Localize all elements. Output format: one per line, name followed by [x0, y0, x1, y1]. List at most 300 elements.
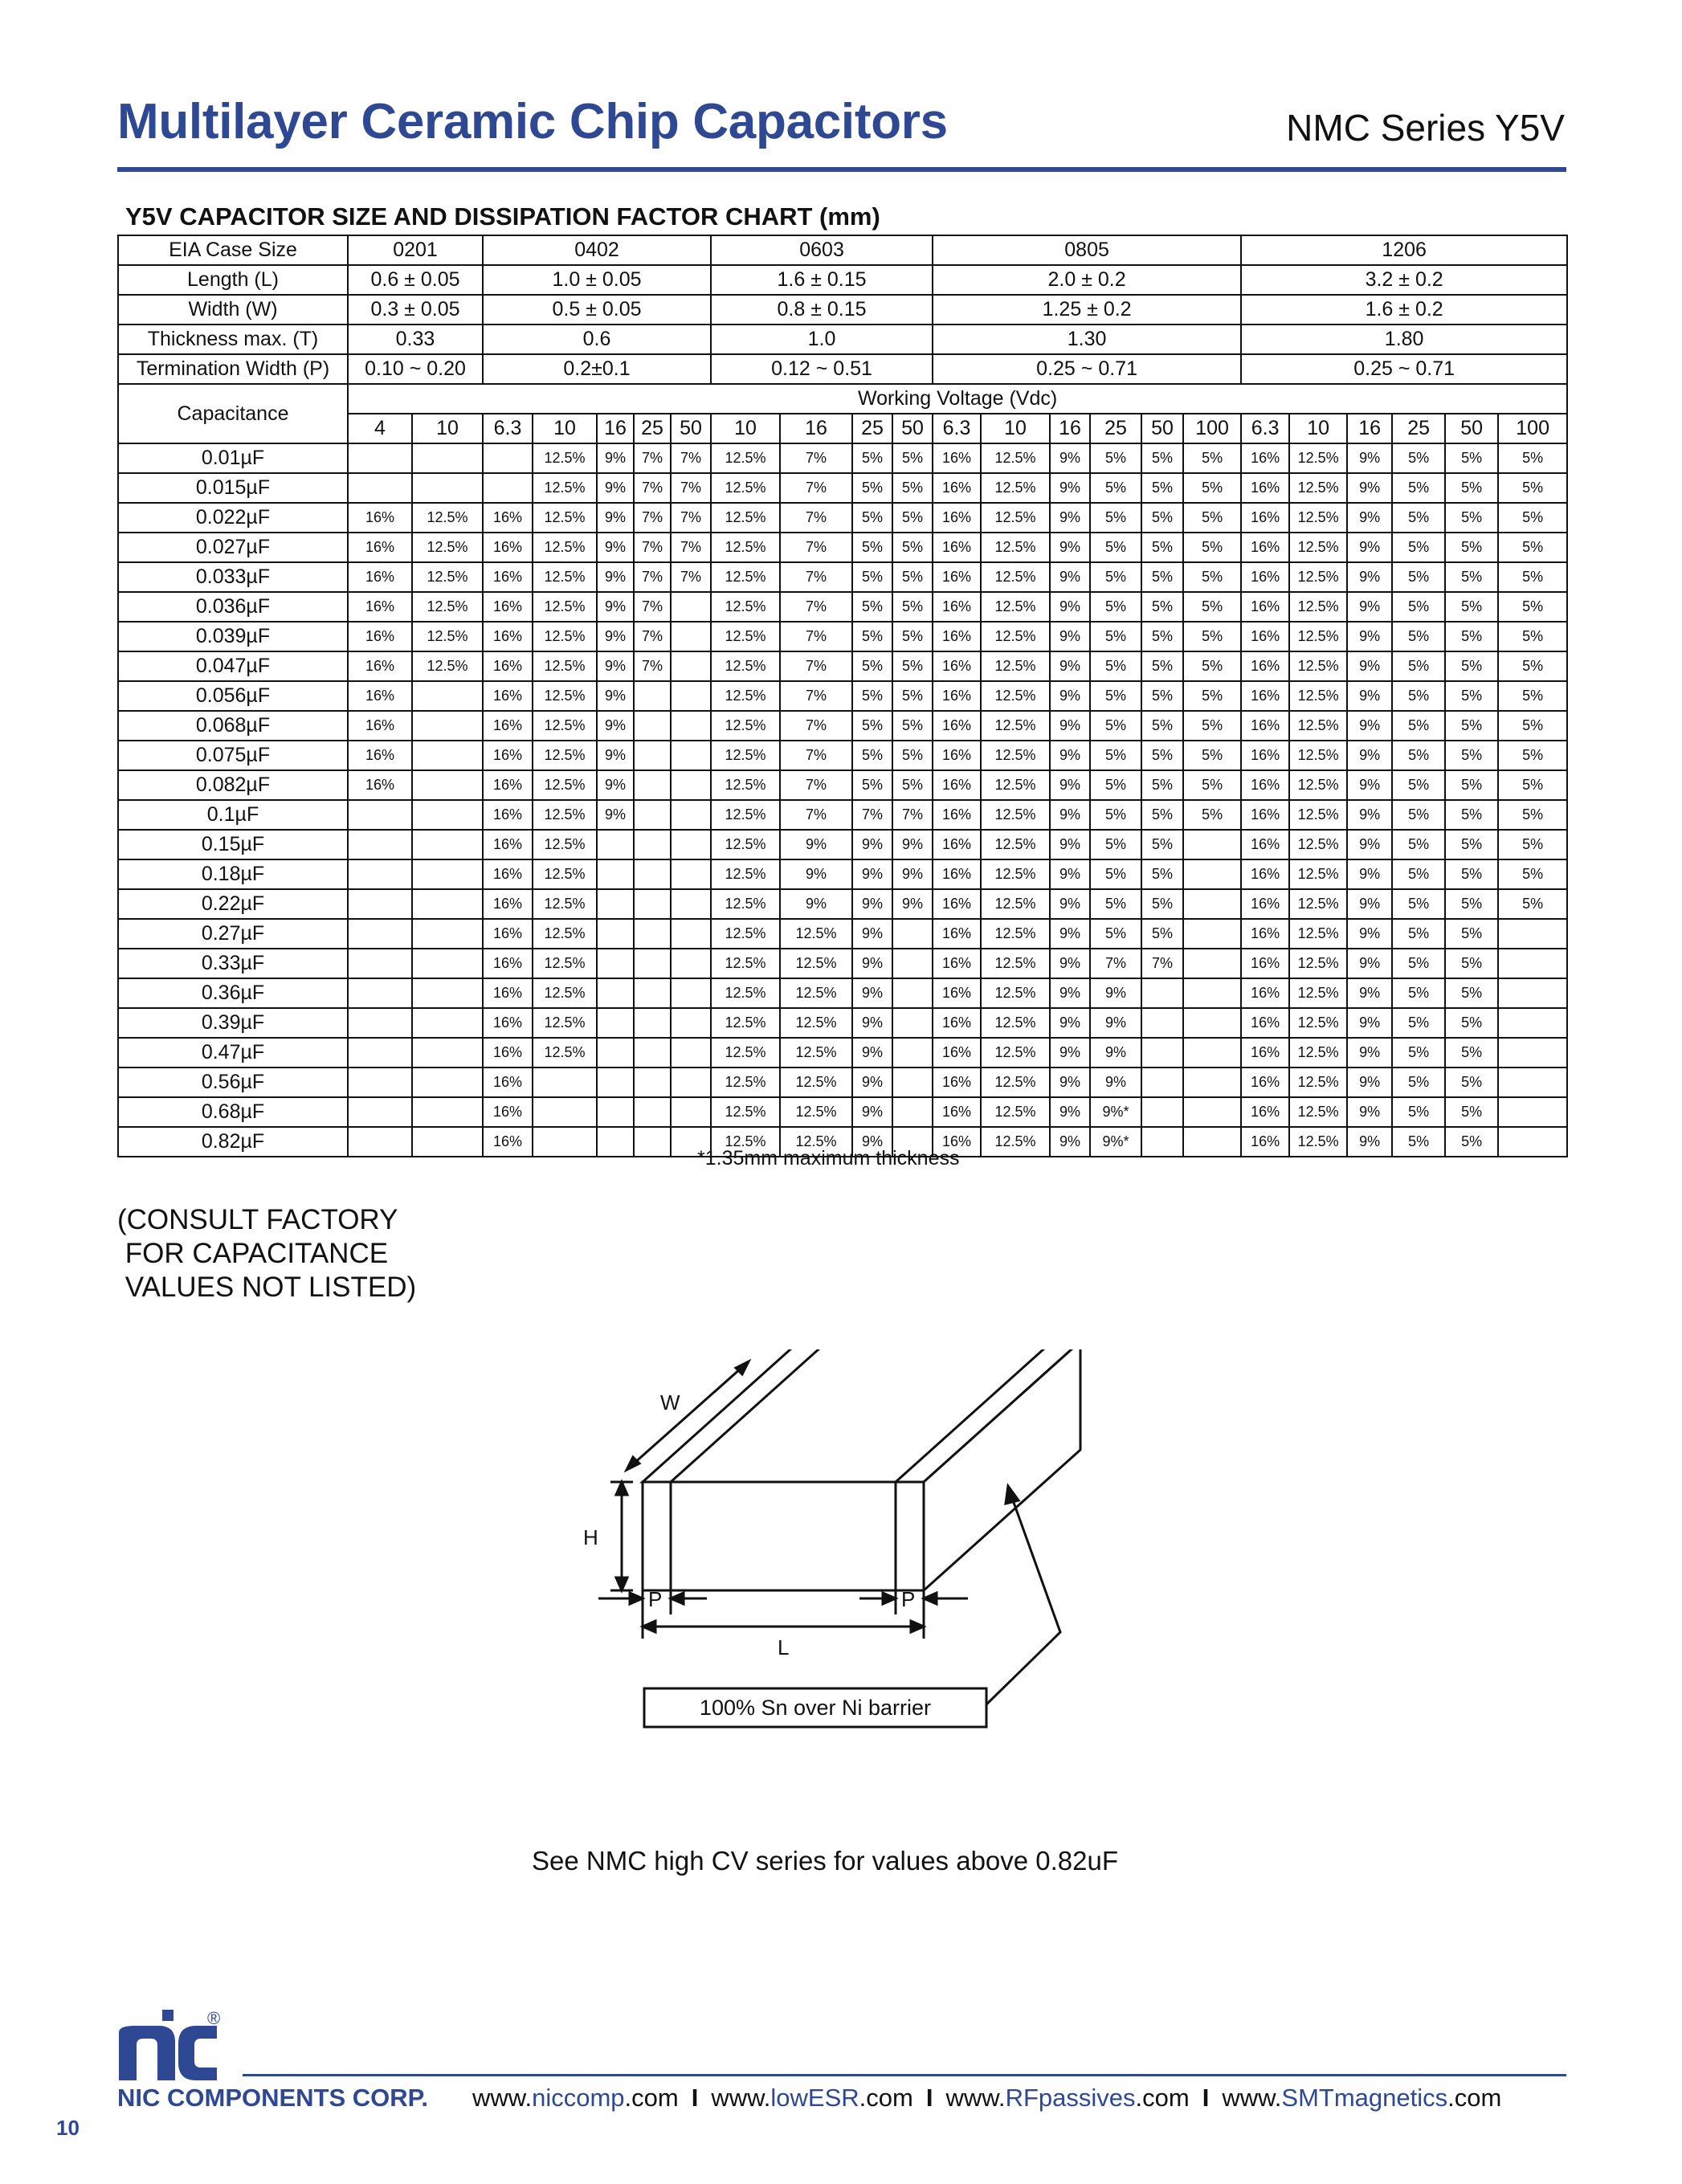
df-cell: 16%: [1241, 859, 1289, 889]
height-label: H: [583, 1525, 598, 1549]
df-cell: 5%: [892, 770, 933, 800]
df-cell: 16%: [1241, 1127, 1289, 1157]
df-cell: [412, 889, 483, 919]
df-cell: 9%*: [1090, 1097, 1141, 1127]
df-cell: 9%: [852, 1008, 892, 1038]
df-cell: 12.5%: [412, 651, 483, 681]
df-cell: 16%: [483, 1068, 533, 1097]
df-cell: 9%: [1347, 1038, 1392, 1068]
df-cell: 16%: [933, 800, 981, 830]
df-cell: 9%: [1050, 830, 1090, 859]
df-cell: 12.5%: [412, 503, 483, 533]
capacitance-value: 0.1µF: [118, 800, 348, 830]
df-cell: 9%: [780, 830, 852, 859]
df-cell: 16%: [933, 592, 981, 622]
df-cell: 16%: [483, 1008, 533, 1038]
table-row: [118, 741, 1567, 770]
df-cell: 12.5%: [533, 503, 597, 533]
df-cell: 16%: [933, 1008, 981, 1038]
df-cell: 16%: [933, 473, 981, 503]
link-domain: RFpassives: [1005, 2084, 1136, 2112]
df-cell: 5%: [1392, 533, 1445, 562]
working-voltage-header: Working Voltage (Vdc): [348, 384, 1567, 414]
df-cell: 16%: [1241, 443, 1289, 473]
df-cell: 5%: [1090, 919, 1141, 949]
df-cell: 5%: [852, 741, 892, 770]
df-cell: 7%: [780, 592, 852, 622]
df-cell: 12.5%: [1289, 622, 1347, 651]
df-cell: 5%: [1445, 1068, 1498, 1097]
df-cell: 9%: [892, 859, 933, 889]
df-cell: 12.5%: [1289, 592, 1347, 622]
df-cell: 16%: [933, 651, 981, 681]
df-cell: [634, 978, 671, 1008]
capacitance-value: 0.39µF: [118, 1008, 348, 1038]
df-cell: 5%: [1141, 651, 1183, 681]
df-cell: 12.5%: [780, 919, 852, 949]
df-cell: [1183, 859, 1241, 889]
df-cell: 7%: [780, 681, 852, 711]
df-cell: 16%: [483, 741, 533, 770]
link-lowesr[interactable]: [711, 2084, 913, 2112]
df-cell: 5%: [1498, 473, 1567, 503]
df-cell: 12.5%: [1289, 978, 1347, 1008]
df-cell: 5%: [1141, 473, 1183, 503]
table-row: [118, 562, 1567, 592]
df-cell: [348, 1068, 412, 1097]
df-cell: 12.5%: [1289, 562, 1347, 592]
voltage-header-cell: 10: [981, 414, 1050, 443]
df-cell: 12.5%: [780, 1127, 852, 1157]
df-cell: 12.5%: [412, 592, 483, 622]
df-cell: 12.5%: [1289, 949, 1347, 978]
df-cell: 5%: [1392, 592, 1445, 622]
termination-arrow-right: [924, 1593, 937, 1604]
capacitance-value: 0.27µF: [118, 919, 348, 949]
df-cell: 5%: [1141, 711, 1183, 741]
capacitance-value: 0.01µF: [118, 443, 348, 473]
df-cell: 16%: [1241, 533, 1289, 562]
df-cell: 5%: [1445, 1038, 1498, 1068]
df-cell: 9%: [852, 859, 892, 889]
df-cell: 12.5%: [711, 622, 780, 651]
df-cell: 16%: [348, 503, 412, 533]
voltage-header-cell: 25: [1090, 414, 1141, 443]
df-cell: [671, 919, 711, 949]
df-cell: 9%: [1050, 503, 1090, 533]
df-cell: 5%: [1445, 443, 1498, 473]
page-number: 10: [56, 2116, 80, 2140]
df-cell: 16%: [483, 533, 533, 562]
df-cell: 16%: [1241, 741, 1289, 770]
table-row: [118, 681, 1567, 711]
df-cell: 9%: [1050, 741, 1090, 770]
dimension-value: 1.6 ± 0.2: [1241, 295, 1567, 325]
df-cell: 16%: [933, 622, 981, 651]
df-cell: 5%: [1090, 770, 1141, 800]
df-cell: 7%: [634, 651, 671, 681]
df-cell: 16%: [933, 1068, 981, 1097]
capacitance-value: 0.22µF: [118, 889, 348, 919]
df-cell: 12.5%: [711, 859, 780, 889]
df-cell: 5%: [1445, 859, 1498, 889]
df-cell: 9%: [597, 741, 634, 770]
df-cell: 9%: [1347, 503, 1392, 533]
df-cell: 12.5%: [711, 1068, 780, 1097]
df-cell: 5%: [1445, 1008, 1498, 1038]
link-rfpassives[interactable]: [945, 2084, 1189, 2112]
df-cell: [597, 1008, 634, 1038]
df-cell: 9%: [1050, 770, 1090, 800]
df-cell: [1498, 919, 1567, 949]
df-cell: 9%: [852, 978, 892, 1008]
df-cell: 16%: [483, 1127, 533, 1157]
df-cell: 12.5%: [981, 889, 1050, 919]
df-cell: 12.5%: [780, 1008, 852, 1038]
df-cell: [1183, 1008, 1241, 1038]
df-cell: [671, 741, 711, 770]
df-cell: 12.5%: [533, 622, 597, 651]
dimension-row: [118, 295, 1567, 325]
df-cell: [533, 1068, 597, 1097]
df-cell: 5%: [1445, 741, 1498, 770]
table-row: [118, 651, 1567, 681]
df-cell: 9%: [1090, 1038, 1141, 1068]
df-cell: 12.5%: [981, 592, 1050, 622]
df-cell: 9%: [1050, 919, 1090, 949]
df-cell: 12.5%: [533, 711, 597, 741]
df-cell: 16%: [348, 592, 412, 622]
df-cell: 5%: [1141, 859, 1183, 889]
df-cell: 9%: [1050, 1097, 1090, 1127]
df-cell: [892, 1068, 933, 1097]
df-cell: 16%: [1241, 473, 1289, 503]
df-cell: 12.5%: [711, 1127, 780, 1157]
df-cell: 9%: [1347, 770, 1392, 800]
df-cell: 7%: [892, 800, 933, 830]
dimension-value: 0.10 ~ 0.20: [348, 354, 483, 384]
df-cell: 12.5%: [711, 592, 780, 622]
df-cell: 16%: [483, 1038, 533, 1068]
df-cell: 16%: [483, 711, 533, 741]
df-cell: 9%: [852, 1038, 892, 1068]
df-cell: [1183, 1038, 1241, 1068]
df-cell: 12.5%: [780, 1038, 852, 1068]
df-cell: 16%: [483, 830, 533, 859]
df-cell: 12.5%: [711, 562, 780, 592]
link-separator: I: [925, 2084, 933, 2112]
df-cell: 16%: [1241, 1008, 1289, 1038]
df-cell: 5%: [1498, 681, 1567, 711]
voltage-header-cell: 25: [634, 414, 671, 443]
df-cell: [597, 919, 634, 949]
df-cell: 9%: [1090, 978, 1141, 1008]
df-cell: 7%: [634, 503, 671, 533]
df-cell: 12.5%: [981, 1038, 1050, 1068]
table-row: [118, 443, 1567, 473]
voltage-header-cell: 100: [1498, 414, 1567, 443]
df-cell: 7%: [634, 592, 671, 622]
df-cell: [1141, 1038, 1183, 1068]
voltage-header-cell: 10: [711, 414, 780, 443]
chart-title: Y5V CAPACITOR SIZE AND DISSIPATION FACTOR CHART (mm): [125, 202, 880, 231]
df-cell: 12.5%: [1289, 1038, 1347, 1068]
df-cell: 5%: [1141, 681, 1183, 711]
df-cell: [412, 443, 483, 473]
df-cell: 9%: [852, 1127, 892, 1157]
dimension-row: [118, 235, 1567, 265]
df-cell: 7%: [1141, 949, 1183, 978]
voltage-header-cell: 4: [348, 414, 412, 443]
df-cell: [671, 651, 711, 681]
df-cell: 12.5%: [1289, 741, 1347, 770]
df-cell: 12.5%: [981, 859, 1050, 889]
df-cell: 9%: [892, 830, 933, 859]
voltage-header-cell: 16: [1347, 414, 1392, 443]
voltage-header-cell: 10: [1289, 414, 1347, 443]
df-cell: [671, 681, 711, 711]
df-cell: 16%: [933, 1038, 981, 1068]
df-cell: 5%: [892, 681, 933, 711]
capacitance-value: 0.056µF: [118, 681, 348, 711]
df-cell: 5%: [1183, 503, 1241, 533]
capacitance-value: 0.033µF: [118, 562, 348, 592]
df-cell: 7%: [780, 562, 852, 592]
df-cell: 5%: [1141, 562, 1183, 592]
table-row: [118, 830, 1567, 859]
dimension-label: Thickness max. (T): [118, 325, 348, 354]
df-cell: [597, 830, 634, 859]
df-cell: 9%: [852, 1068, 892, 1097]
df-cell: 16%: [1241, 889, 1289, 919]
df-cell: [892, 1097, 933, 1127]
df-cell: [412, 1068, 483, 1097]
dimension-label: Width (W): [118, 295, 348, 325]
df-cell: 16%: [933, 770, 981, 800]
df-cell: 16%: [933, 1127, 981, 1157]
df-cell: 5%: [1445, 473, 1498, 503]
dimension-value: 0.33: [348, 325, 483, 354]
df-cell: 16%: [1241, 949, 1289, 978]
termination-callout-line: [986, 1498, 1060, 1704]
df-cell: 5%: [892, 503, 933, 533]
df-cell: 12.5%: [1289, 1097, 1347, 1127]
df-cell: 9%: [597, 800, 634, 830]
df-cell: 9%: [1347, 681, 1392, 711]
table-row: [118, 889, 1567, 919]
df-cell: 12.5%: [981, 711, 1050, 741]
df-cell: 5%: [1445, 651, 1498, 681]
df-cell: 5%: [1183, 562, 1241, 592]
table-row: [118, 592, 1567, 622]
nic-logo: [117, 2008, 230, 2082]
df-cell: 5%: [1141, 889, 1183, 919]
df-cell: 16%: [1241, 1038, 1289, 1068]
df-cell: 12.5%: [412, 622, 483, 651]
df-cell: 16%: [483, 1097, 533, 1127]
df-cell: 12.5%: [711, 533, 780, 562]
termination-label-right: P: [901, 1587, 916, 1611]
capacitance-value: 0.039µF: [118, 622, 348, 651]
capacitance-value: 0.82µF: [118, 1127, 348, 1157]
df-cell: 5%: [1141, 622, 1183, 651]
df-cell: 9%: [780, 859, 852, 889]
df-cell: 5%: [1090, 622, 1141, 651]
df-cell: 12.5%: [533, 533, 597, 562]
df-cell: 5%: [852, 681, 892, 711]
df-cell: [412, 473, 483, 503]
df-cell: 12.5%: [711, 1008, 780, 1038]
df-cell: 12.5%: [533, 1038, 597, 1068]
link-smtmagnetics[interactable]: [1222, 2084, 1501, 2112]
df-cell: [892, 1008, 933, 1038]
voltage-header-cell: 50: [1445, 414, 1498, 443]
df-cell: [348, 1038, 412, 1068]
df-cell: 12.5%: [533, 859, 597, 889]
df-cell: [671, 1068, 711, 1097]
df-cell: 9%: [1050, 889, 1090, 919]
df-cell: 12.5%: [981, 1097, 1050, 1127]
dimension-value: 0.3 ± 0.05: [348, 295, 483, 325]
df-cell: 5%: [1141, 830, 1183, 859]
df-cell: [483, 473, 533, 503]
link-separator: I: [691, 2084, 699, 2112]
df-cell: 12.5%: [981, 1008, 1050, 1038]
df-cell: [412, 681, 483, 711]
df-cell: 12.5%: [711, 770, 780, 800]
thickness-footnote: *1.35mm maximum thickness: [697, 1147, 960, 1170]
df-cell: 16%: [1241, 592, 1289, 622]
df-cell: 9%: [1090, 1068, 1141, 1097]
df-cell: 9%: [1050, 1068, 1090, 1097]
capacitance-value: 0.047µF: [118, 651, 348, 681]
df-cell: 12.5%: [533, 919, 597, 949]
df-cell: 9%: [1347, 473, 1392, 503]
dimension-value: 0.2±0.1: [483, 354, 711, 384]
df-cell: 12.5%: [533, 562, 597, 592]
df-cell: 12.5%: [533, 741, 597, 770]
df-cell: 5%: [1445, 919, 1498, 949]
df-cell: [533, 1097, 597, 1127]
df-cell: 16%: [1241, 651, 1289, 681]
df-cell: 12.5%: [533, 770, 597, 800]
df-cell: 12.5%: [1289, 800, 1347, 830]
df-cell: 12.5%: [780, 949, 852, 978]
df-cell: 9%: [597, 562, 634, 592]
df-cell: 16%: [1241, 622, 1289, 651]
df-cell: 12.5%: [533, 592, 597, 622]
df-cell: 16%: [1241, 711, 1289, 741]
df-cell: 5%: [1445, 533, 1498, 562]
df-cell: 9%: [1347, 1068, 1392, 1097]
df-cell: 12.5%: [1289, 1008, 1347, 1038]
df-cell: 12.5%: [711, 651, 780, 681]
dimension-label: EIA Case Size: [118, 235, 348, 265]
df-cell: 16%: [933, 889, 981, 919]
df-cell: 5%: [852, 503, 892, 533]
df-cell: [671, 800, 711, 830]
df-cell: [597, 889, 634, 919]
dimension-value: 0402: [483, 235, 711, 265]
df-cell: 5%: [1090, 562, 1141, 592]
df-cell: 9%*: [1090, 1127, 1141, 1157]
voltage-header-cell: 100: [1183, 414, 1241, 443]
df-cell: [1183, 919, 1241, 949]
df-cell: 16%: [483, 592, 533, 622]
df-cell: 16%: [348, 770, 412, 800]
dimension-row: [118, 354, 1567, 384]
consult-factory-note: [117, 1203, 416, 1304]
df-cell: [1183, 1068, 1241, 1097]
dimension-value: 1.80: [1241, 325, 1567, 354]
df-cell: 5%: [1183, 651, 1241, 681]
df-cell: 12.5%: [1289, 681, 1347, 711]
df-cell: [348, 1008, 412, 1038]
df-cell: [1498, 949, 1567, 978]
df-cell: 7%: [780, 800, 852, 830]
dimension-value: 0.6 ± 0.05: [348, 265, 483, 295]
df-cell: 7%: [780, 651, 852, 681]
df-cell: 9%: [1050, 978, 1090, 1008]
df-cell: 7%: [780, 503, 852, 533]
df-cell: 5%: [892, 473, 933, 503]
voltage-header-cell: 10: [412, 414, 483, 443]
length-arrow-left: [643, 1621, 655, 1632]
df-cell: [348, 800, 412, 830]
df-cell: 5%: [1445, 830, 1498, 859]
df-cell: 5%: [1183, 473, 1241, 503]
df-cell: 5%: [1445, 800, 1498, 830]
df-cell: 16%: [1241, 1068, 1289, 1097]
df-cell: 5%: [1498, 533, 1567, 562]
df-cell: [634, 741, 671, 770]
df-cell: 5%: [1183, 622, 1241, 651]
dimension-value: 1.0: [711, 325, 933, 354]
df-cell: 12.5%: [1289, 1127, 1347, 1157]
dimension-value: 0.6: [483, 325, 711, 354]
df-cell: 5%: [1392, 978, 1445, 1008]
df-cell: 16%: [1241, 919, 1289, 949]
df-cell: 16%: [483, 889, 533, 919]
df-cell: 16%: [1241, 503, 1289, 533]
df-cell: 5%: [1141, 741, 1183, 770]
df-cell: 7%: [634, 443, 671, 473]
df-cell: 5%: [892, 592, 933, 622]
consult-note-line: VALUES NOT LISTED): [117, 1272, 417, 1303]
capacitance-value: 0.036µF: [118, 592, 348, 622]
consult-note-line: FOR CAPACITANCE: [117, 1238, 389, 1269]
dimension-label: Length (L): [118, 265, 348, 295]
voltage-header-cell: 50: [892, 414, 933, 443]
df-cell: [1183, 1127, 1241, 1157]
termination-arrow-left: [630, 1593, 643, 1604]
df-cell: 9%: [1050, 1127, 1090, 1157]
df-cell: 5%: [1445, 978, 1498, 1008]
df-cell: [597, 859, 634, 889]
footer-divider: [243, 2074, 1566, 2076]
df-cell: 9%: [1347, 651, 1392, 681]
df-cell: 5%: [852, 592, 892, 622]
df-cell: 16%: [933, 533, 981, 562]
df-cell: 12.5%: [711, 978, 780, 1008]
dimension-value: 0805: [933, 235, 1241, 265]
df-cell: 7%: [780, 443, 852, 473]
df-cell: 9%: [1347, 622, 1392, 651]
df-cell: [348, 978, 412, 1008]
link-niccomp[interactable]: [472, 2084, 679, 2112]
df-cell: 5%: [1445, 622, 1498, 651]
df-cell: 16%: [933, 949, 981, 978]
